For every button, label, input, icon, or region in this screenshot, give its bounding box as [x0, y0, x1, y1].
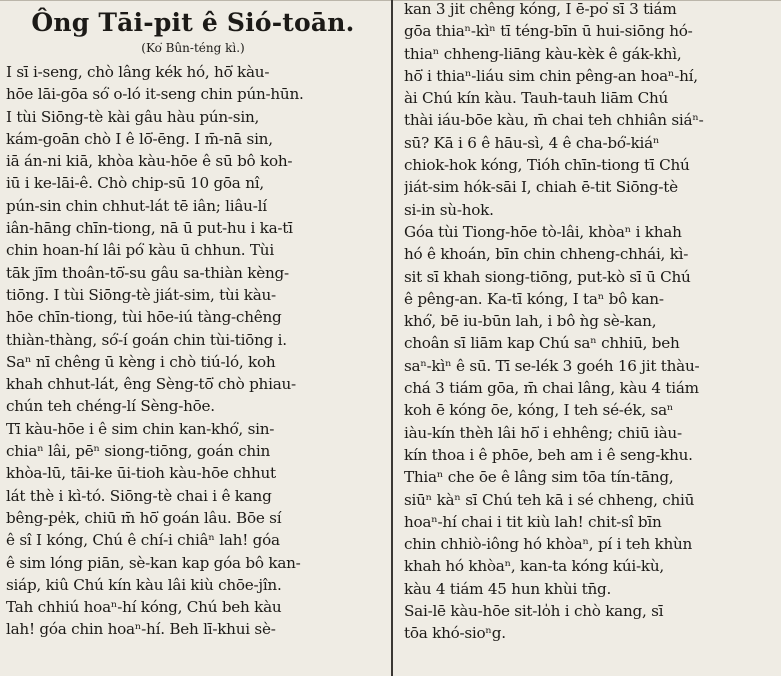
- text-line: lát thè i kì-tó. Siōng-tè chai i ê kang: [6, 486, 272, 505]
- text-line: hō͘ i thiaⁿ-liáu sim chin pêng-an hoaⁿ-hí,: [404, 66, 698, 85]
- text-line: ê sî I kóng, Chú ê chí-i chiâⁿ lah! góa: [6, 531, 280, 550]
- text-line: siáp, kiû Chú kín kàu lâi kiù chōe-jîn.: [6, 575, 282, 594]
- text-line: ê pêng-an. Ka-tī kóng, I taⁿ bô kan-: [404, 289, 664, 308]
- text-line: chin chhiò-iông hó khòaⁿ, pí i teh khùn: [404, 535, 693, 554]
- text-line: koh ē kóng ōe, kóng, I teh sé-ék, saⁿ: [404, 401, 674, 420]
- text-line: siūⁿ kàⁿ sī Chú teh kā i sé chheng, chiū: [404, 490, 695, 509]
- text-line: si-in sù-hok.: [404, 200, 494, 219]
- text-line: chá 3 tiám gōa, m̄ chai lâng, kàu 4 tiám: [404, 379, 699, 398]
- text-line: I sī i-seng, chò lâng kék hó, hō͘ kàu-: [6, 63, 270, 81]
- text-line: saⁿ-kìⁿ ê sū. Tī se-lék 3 goéh 16 jit thàu-: [404, 356, 700, 375]
- column-divider: [391, 0, 393, 676]
- right-column: [404, 0, 776, 645]
- text-line: kàu 4 tiám 45 hun khùi tn̄g.: [404, 579, 612, 598]
- text-line: I tùi Siōng-tè kài gâu hàu pún-sin,: [6, 107, 260, 126]
- text-line: hó ê khoán, bīn chin chheng-chhái, kì-: [404, 245, 689, 264]
- text-line: chún teh chéng-lí Sèng-hōe.: [6, 397, 215, 416]
- text-line: tōa khó-sioⁿg.: [404, 624, 506, 643]
- text-line: thiaⁿ chheng-liāng kàu-kèk ê gák-khì,: [404, 44, 682, 63]
- text-line: tiōng. I tùi Siōng-tè jiát-sim, tùi kàu-: [6, 285, 276, 304]
- text-line: iū i ke-lāi-ê. Chò chip-sū 10 gōa nî,: [6, 174, 264, 193]
- text-line: kám-goān chò I ê lō͘-ēng. I m̄-nā sin,: [6, 129, 273, 148]
- text-line: khah hó khòaⁿ, kan-ta kóng kúi-kù,: [404, 557, 664, 576]
- text-line: sit sī khah siong-tiōng, put-kò sī ū Chú: [404, 267, 691, 286]
- text-line: chin hoan-hí lâi pó͘ kàu ū chhun. Tùi: [6, 241, 274, 260]
- text-line: Thiaⁿ che ōe ê lâng sim tōa tín-tāng,: [404, 468, 674, 487]
- text-line: gōa thiaⁿ-kìⁿ tī téng-bīn ū hui-siōng hó-: [404, 22, 693, 41]
- text-line: hōe lāi-gōa só͘ o-ló it-seng chin pún-hūn.: [6, 85, 304, 104]
- text-line: hoaⁿ-hí chai i tit kiù lah! chit-sî bīn: [404, 512, 662, 531]
- text-line: bêng-pe̍k, chiū m̄ hō͘ goán lâu. Bōe sí: [6, 508, 282, 527]
- text-line: iàu-kín thèh lâi hō͘ i ehhêng; chiū iàu-: [404, 423, 682, 442]
- text-line: thiàn-thàng, só͘-í goán chin tùi-tiōng i.: [6, 330, 287, 349]
- text-line: iā án-ni kiā, khòa kàu-hōe ê sū bô koh-: [6, 152, 293, 171]
- left-column-text: [6, 61, 380, 641]
- text-line: Sai-lē kàu-hōe sit-lo̍h i chò kang, sī: [404, 602, 664, 621]
- text-line: lah! góa chin hoaⁿ-hí. Beh lī-khui sè-: [6, 620, 276, 639]
- text-line: iân-hāng chīn-tiong, nā ū put-hu i ka-tī: [6, 219, 293, 238]
- text-line: Góa tùi Tiong-hōe tò-lâi, khòaⁿ i khah: [404, 222, 682, 241]
- text-line: Tah chhiú hoaⁿ-hí kóng, Chú beh kàu: [6, 598, 282, 617]
- text-line: chiaⁿ lâi, pēⁿ siong-tiōng, goán chin: [6, 442, 271, 461]
- text-line: thài iáu-bōe kàu, m̄ chai teh chhiân siáⁿ-: [404, 111, 704, 130]
- text-line: chiok-hok kóng, Tióh chīn-tiong tī Chú: [404, 156, 690, 175]
- text-line: ài Chú kín kàu. Tauh-tauh liām Chú: [404, 89, 669, 108]
- text-line: sū? Kā i 6 ê hāu-sì, 4 ê cha-bó͘-kiáⁿ: [404, 133, 660, 152]
- text-line: ê sim lóng piān, sè-kan kap góa bô kan-: [6, 553, 301, 572]
- text-line: khah chhut-lát, êng Sèng-tō͘ chò phiau-: [6, 375, 296, 394]
- text-line: khó͘, bē iu-būn lah, i bô ǹg sè-kan,: [404, 312, 657, 331]
- article-title: Ông Tāi-pit ê Sió-toān.: [31, 8, 355, 37]
- text-line: kín thoa i ê phōe, beh am i ê seng-khu.: [404, 445, 693, 464]
- text-line: Saⁿ nī chêng ū kèng i chò tiú-ló, koh: [6, 352, 276, 371]
- right-column-text: [404, 0, 776, 645]
- text-line: tāk jīm thoân-tō͘-su gâu sa-thiàn kèng-: [6, 263, 289, 282]
- text-line: choân sī liām kap Chú saⁿ chhiū, beh: [404, 334, 680, 353]
- text-line: hōe chīn-tiong, tùi hōe-iú tàng-chêng: [6, 308, 282, 327]
- text-line: pún-sin chin chhut-lát tē iân; liâu-lí: [6, 196, 267, 215]
- text-line: khòa-lū, tāi-ke ūi-tioh kàu-hōe chhut: [6, 464, 276, 483]
- text-line: jiát-sim hók-sāi I, chiah ē-tit Siōng-tè: [404, 178, 678, 197]
- article-byline: (Ko͘ Bûn-téng kì.): [141, 41, 245, 55]
- left-column: [6, 0, 380, 641]
- text-line: kan 3 jit chêng kóng, I ē-po͘ sī 3 tiám: [404, 0, 677, 18]
- text-line: Tī kàu-hōe i ê sim chin kan-khó͘, sin-: [6, 419, 275, 438]
